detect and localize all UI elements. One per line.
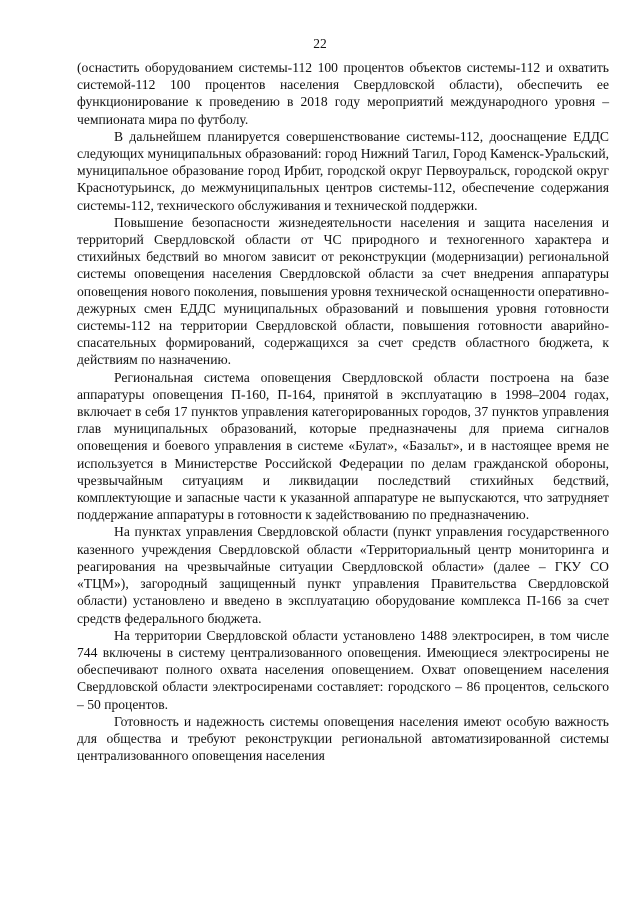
paragraph-5: На пунктах управления Свердловской области (пункт управления государственного казенного учреждения Свердловской области «Территориальный центр мониторинга и реагирования на чрезвычайные ситуации Свердловской области» (далее – ГКУ СО «ТЦМ»), загородный защищенный пункт управления Правительства Свердловской области) установлено и введено в эксплуатацию оборудование комплекса П-166 за счет средств федерального бюджета.: [77, 524, 609, 626]
paragraph-7: Готовность и надежность системы оповещения населения имеют особую важность для общества и требуют реконструкции региональной автоматизированной системы централизованного оповещения населения: [77, 713, 609, 764]
paragraph-1: (оснастить оборудованием системы-112 100 процентов объектов системы-112 и охватить системой-112 100 процентов населения Свердловской области), обеспечить ее функционирование к проведению в 2018 году мероприятий международного уровня – чемпионата мира по футболу.: [77, 60, 609, 127]
paragraph-2: В дальнейшем планируется совершенствование системы-112, дооснащение ЕДДС следующих муниципальных образований: город Нижний Тагил, Город Каменск-Уральский, муниципальное образование город Ирбит, городской округ Первоуральск, городской округ Краснотурьинск, до межмуниципальных центров системы-112, обеспечение содержания системы-112, технического обслуживания и технической поддержки.: [77, 128, 609, 213]
paragraph-4: Региональная система оповещения Свердловской области построена на базе аппаратуры оповещения П-160, П-164, принятой в эксплуатацию в 1998–2004 годах, включает в себя 17 пунктов управления категорированных городов, 37 пунктов управления глав муниципальных образований, которые предназначены для приема сигналов оповещения и боевого управления в системе «Булат», «Базальт», и в настоящее время не используется в Министерстве Российской Федерации по делам гражданской обороны, чрезвычайным ситуациям и ликвидации последствий стихийных бедствий, комплектующие и запасные части к указанной аппаратуре не выпускаются, что затрудняет поддержание аппаратуры в готовности к задействованию по предназначению.: [77, 369, 609, 523]
page-number: 22: [313, 36, 327, 51]
paragraph-6: На территории Свердловской области установлено 1488 электросирен, в том числе 744 включены в систему централизованного оповещения. Имеющиеся электросирены не обеспечивают полного охвата населения оповещением. Охват оповещением населения Свердловской области электросиренами составляет: городского – 86 процентов, сельского – 50 процентов.: [77, 627, 609, 712]
paragraph-3: Повышение безопасности жизнедеятельности населения и защита населения и территорий Свердловской области от ЧС природного и техногенного характера и стихийных бедствий во многом зависит от реконструкции (модернизации) региональной системы оповещения населения Свердловской области за счет внедрения аппаратуры оповещения нового поколения, повышения уровня технической оснащенности оперативно-дежурных смен ЕДДС муниципальных образований и повышения уровня готовности системы-112 на территории Свердловской области, повышения готовности аварийно-спасательных формирований, содержащихся за счет средств областного бюджета, к действиям по назначению.: [77, 214, 609, 368]
document-body: [77, 59, 609, 764]
